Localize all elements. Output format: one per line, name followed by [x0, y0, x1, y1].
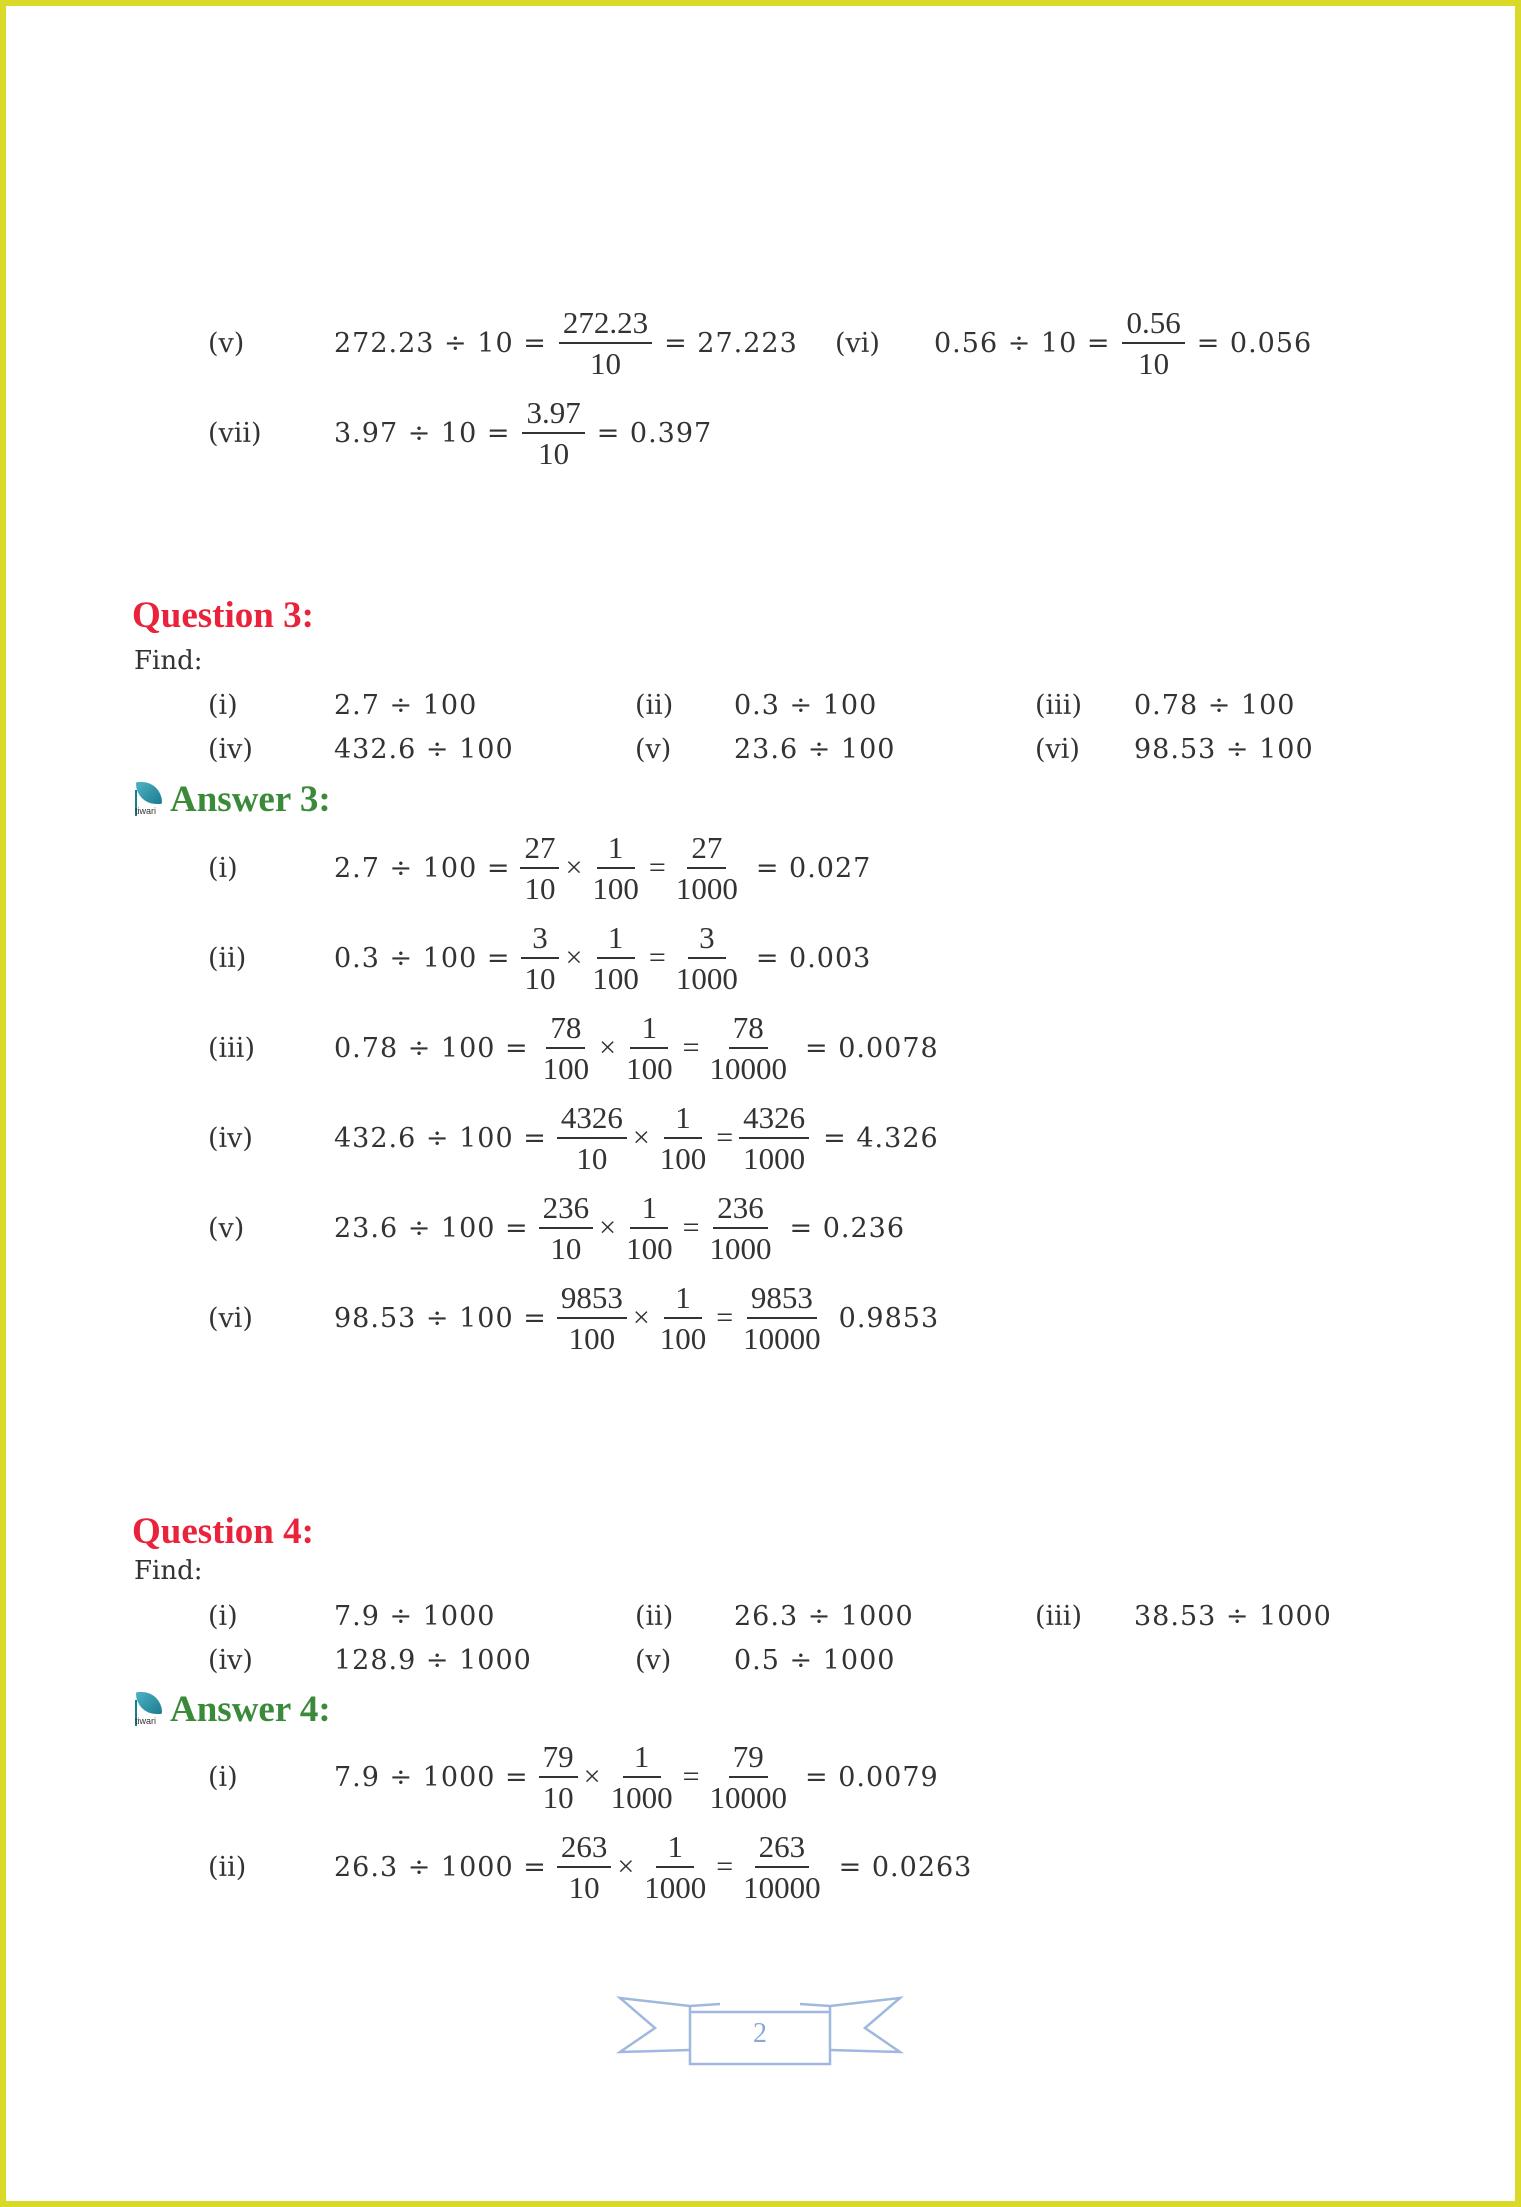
fraction: $\frac{263}{10}$ [557, 1831, 612, 1903]
fraction: $\frac{3}{10}$ [520, 922, 559, 994]
q3-item-label: (vi) [1035, 734, 1080, 765]
q4-item-label: (iii) [1035, 1601, 1082, 1632]
item-label: (vii) [208, 417, 262, 449]
fraction: $\frac{4326}{10}$ [557, 1102, 627, 1174]
item-label: (ii) [208, 942, 247, 974]
equals-sign: = [716, 1121, 734, 1154]
q4-item-label: (iv) [208, 1645, 253, 1676]
q3-item-label: (v) [635, 734, 672, 765]
q4-item-expr: 26.3 ÷ 1000 [734, 1601, 914, 1632]
equals-sign: = [682, 1031, 700, 1064]
q4-item-expr: 0.5 ÷ 1000 [734, 1645, 896, 1676]
q4-item-label: (i) [208, 1601, 238, 1632]
fraction: $\frac{272.23}{10}$ [559, 307, 652, 379]
answer-row [0, 1093, 1521, 1183]
equals-sign: = [682, 1211, 700, 1244]
q3-item-expr: 23.6 ÷ 100 [734, 734, 896, 765]
times-sign: × [599, 1211, 617, 1244]
fraction: $\frac{236}{10}$ [539, 1192, 594, 1264]
equation: 272.23 ÷ 10 = $\frac{272.23}{10}$ = 27.223 [334, 305, 798, 381]
item-label: (iv) [208, 1122, 253, 1154]
question-3-heading: Question 3: [132, 595, 314, 636]
q3-item-label: (iv) [208, 734, 253, 765]
q3-item-label: (iii) [1035, 690, 1082, 721]
fraction: $\frac{0.56}{10}$ [1122, 307, 1184, 379]
question-3-prompt: Find: [134, 646, 203, 676]
answer-4-heading [132, 1688, 331, 1731]
answer-row [0, 1003, 1521, 1093]
fraction: $\frac{1}{1000}$ [644, 1829, 707, 1905]
fraction: $\frac{3.97}{10}$ [522, 397, 584, 469]
answer-row [0, 388, 1521, 478]
item-label: (vi) [835, 327, 880, 359]
fraction: $\frac{1}{1000}$ [610, 1739, 673, 1815]
answer-row [0, 823, 1521, 913]
answer-4-title: Answer 4: [170, 1689, 331, 1730]
fraction: $\frac{1}{100}$ [626, 1190, 673, 1266]
equals-sign: = [648, 851, 666, 884]
fraction: $\frac{4326}{1000}$ [739, 1102, 809, 1174]
times-sign: × [599, 1031, 617, 1064]
fraction: $\frac{27}{10}$ [520, 832, 559, 904]
item-label: (v) [208, 1212, 245, 1244]
tiwari-logo-icon: tiwari [132, 1692, 166, 1728]
item-label: (ii) [208, 1851, 247, 1883]
fraction: $\frac{27}{1000}$ [675, 830, 738, 906]
answer-row [0, 298, 1521, 388]
q3-item-label: (i) [208, 690, 238, 721]
fraction: $\frac{79}{10}$ [539, 1741, 578, 1813]
answer-row [0, 1732, 1521, 1822]
q3-item-expr: 98.53 ÷ 100 [1134, 734, 1314, 765]
times-sign: × [632, 1121, 650, 1154]
equation: 0.56 ÷ 10 = $\frac{0.56}{10}$ = 0.056 [934, 305, 1313, 381]
q3-item-expr: 0.3 ÷ 100 [734, 690, 878, 721]
equation: 23.6 ÷ 100 = $\frac{236}{10}$ × $\frac{1}{100}$ = $\frac{236}{1000}$ = 0.236 [334, 1190, 906, 1266]
answer-row [0, 913, 1521, 1003]
equals-sign: = [716, 1850, 734, 1883]
times-sign: × [632, 1301, 650, 1334]
q3-item-expr: 432.6 ÷ 100 [334, 734, 514, 765]
equation: 0.3 ÷ 100 = $\frac{3}{10}$ × $\frac{1}{100}$ = $\frac{3}{1000}$ = 0.003 [334, 920, 872, 996]
item-label: (vi) [208, 1302, 253, 1334]
page-number-ribbon [615, 1990, 905, 2070]
answer-3-heading [132, 778, 331, 821]
tiwari-logo-icon: tiwari [132, 782, 166, 818]
question-4-prompt: Find: [134, 1556, 203, 1586]
answer-row [0, 1273, 1521, 1363]
fraction: $\frac{3}{1000}$ [675, 920, 738, 996]
q3-item-expr: 0.78 ÷ 100 [1134, 690, 1296, 721]
question-4-heading: Question 4: [132, 1511, 314, 1552]
equation: 26.3 ÷ 1000 = $\frac{263}{10}$ × $\frac{1}{1000}$ = $\frac{263}{10000}$ = 0.0263 [334, 1829, 973, 1905]
q3-item-expr: 2.7 ÷ 100 [334, 690, 478, 721]
equation: 0.78 ÷ 100 = $\frac{78}{100}$ × $\frac{1}{100}$ = $\frac{78}{10000}$ = 0.0078 [334, 1010, 939, 1086]
item-label: (iii) [208, 1032, 255, 1064]
item-label: (v) [208, 327, 245, 359]
times-sign: × [583, 1760, 601, 1793]
equation: 2.7 ÷ 100 = $\frac{27}{10}$ × $\frac{1}{100}$ = $\frac{27}{1000}$ = 0.027 [334, 830, 872, 906]
fraction: $\frac{79}{10000}$ [709, 1739, 787, 1815]
fraction: $\frac{78}{10000}$ [709, 1010, 787, 1086]
answer-3-title: Answer 3: [170, 779, 331, 820]
equals-sign: = [648, 941, 666, 974]
fraction: $\frac{263}{10000}$ [743, 1829, 821, 1905]
equation: 7.9 ÷ 1000 = $\frac{79}{10}$ × $\frac{1}{1000}$ = $\frac{79}{10000}$ = 0.0079 [334, 1739, 939, 1815]
equals-sign: = [682, 1760, 700, 1793]
times-sign: × [565, 941, 583, 974]
answer-row [0, 1822, 1521, 1912]
item-label: (i) [208, 852, 238, 884]
q4-item-label: (v) [635, 1645, 672, 1676]
fraction: $\frac{1}{100}$ [592, 830, 639, 906]
q4-item-label: (ii) [635, 1601, 674, 1632]
fraction: $\frac{9853}{100}$ [557, 1282, 627, 1354]
answer-row [0, 1183, 1521, 1273]
q4-item-expr: 38.53 ÷ 1000 [1134, 1601, 1332, 1632]
fraction: $\frac{78}{100}$ [542, 1010, 590, 1086]
fraction: $\frac{236}{1000}$ [709, 1190, 772, 1266]
equation: 98.53 ÷ 100 = $\frac{9853}{100}$ × $\frac{1}{100}$ = $\frac{9853}{10000}$ 0.9853 [334, 1280, 940, 1356]
times-sign: × [617, 1850, 635, 1883]
q3-item-label: (ii) [635, 690, 674, 721]
equation: 3.97 ÷ 10 = $\frac{3.97}{10}$ = 0.397 [334, 395, 713, 471]
equation: 432.6 ÷ 100 = $\frac{4326}{10}$ × $\frac{1}{100}$ = $\frac{4326}{1000}$ = 4.326 [334, 1100, 939, 1176]
fraction: $\frac{1}{100}$ [659, 1280, 707, 1356]
equals-sign: = [716, 1301, 734, 1334]
page-number: 2 [753, 2018, 767, 2049]
q4-item-expr: 7.9 ÷ 1000 [334, 1601, 496, 1632]
fraction: $\frac{1}{100}$ [592, 920, 639, 996]
fraction: $\frac{1}{100}$ [659, 1100, 707, 1176]
times-sign: × [565, 851, 583, 884]
q4-item-expr: 128.9 ÷ 1000 [334, 1645, 532, 1676]
item-label: (i) [208, 1761, 238, 1793]
fraction: $\frac{1}{100}$ [626, 1010, 673, 1086]
fraction: $\frac{9853}{10000}$ [743, 1280, 821, 1356]
